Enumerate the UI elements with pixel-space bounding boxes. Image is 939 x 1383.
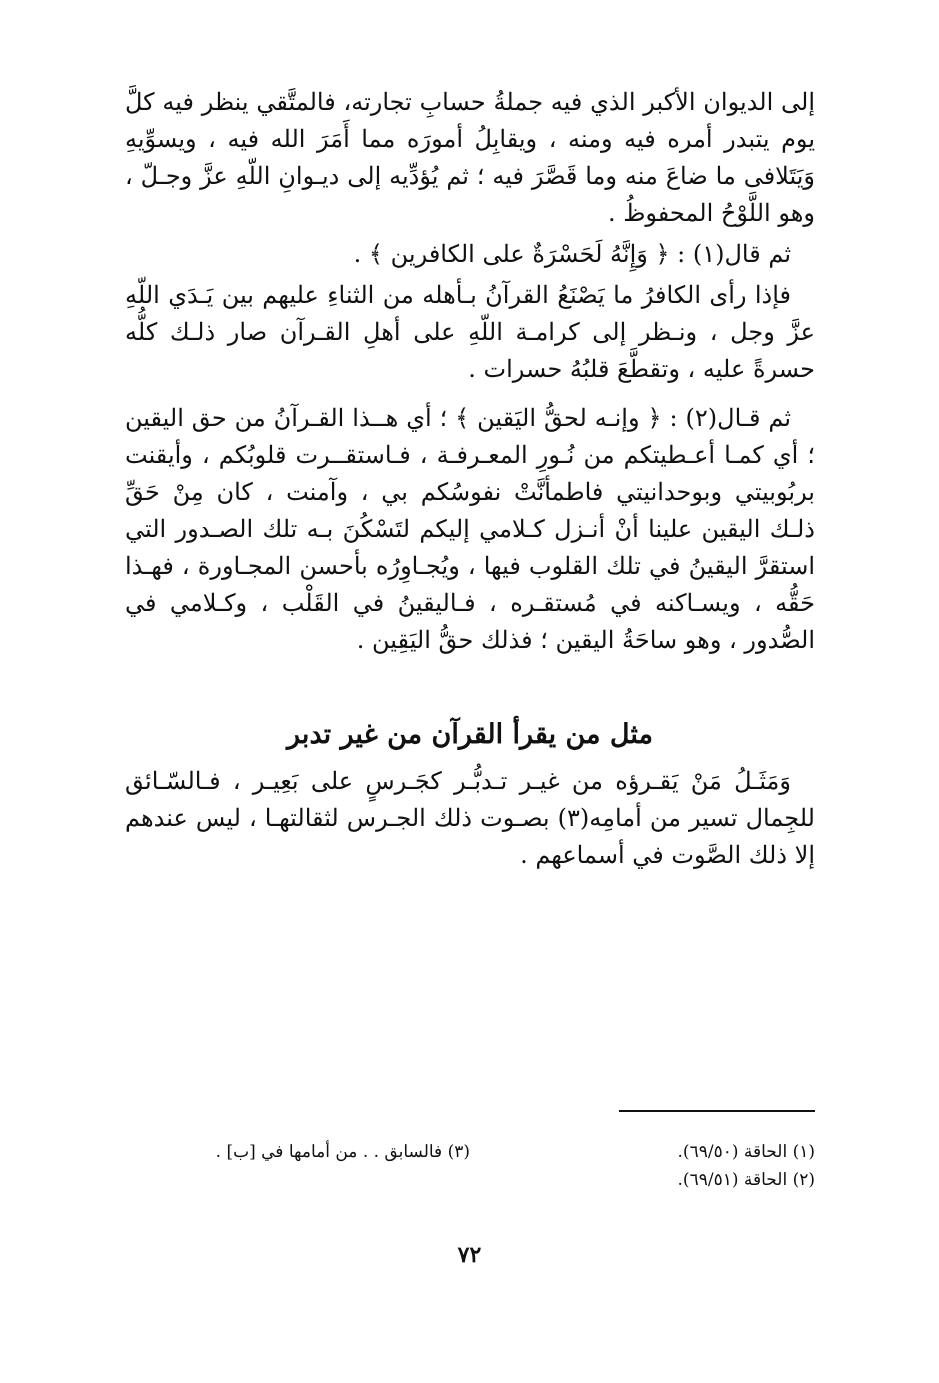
page-body [125, 84, 815, 874]
paragraph-2-verse: ثم قال(١) : ﴿ وَإِنَّهُ لَحَسْرَةٌ على الكافرين ﴾ . [353, 240, 791, 268]
page-number: ٧٢ [457, 1242, 482, 1268]
section-heading: مثل من يقرأ القرآن من غير تدبر [287, 719, 653, 750]
footnote-divider [619, 1110, 815, 1112]
paragraph-5: وَمَثَـلُ مَنْ يَقـرؤه من غيـر تـدبُّـر كجَـرسٍ على بَعِيـر ، فـالسّـائق للجِمال تسير من أمامِه(٣) بصـوت ذلك الجـرس لثقالتهـا ، ليس عندهم إلا ذلك الصَّوت في أسماعهم . [125, 767, 815, 869]
footnote-row-1 [125, 1138, 815, 1166]
paragraph-3: فإذا رأى الكافرُ ما يَصْنَعُ القرآنُ بـأهله من الثناءِ عليهم بين يَـدَي اللّهِ عزَّ وجل ، ونـظر إلى كرامـة اللّهِ على أهلِ القـرآن صار ذلـك كلُّه حسرةً عليه ، وتقطَّعَ قلبُهُ حسرات . [125, 281, 815, 383]
footnote-2: (٢) الحاقة (٦٩/٥١). [677, 1170, 815, 1190]
paragraph-4: ثم قـال(٢) : ﴿ وإنـه لحقُّ اليَقين ﴾ ؛ أي هــذا القـرآنُ من حق اليقين ؛ أي كمـا أعـطيتكم من نُـورِ المعـرفـة ، فـاستقــرت قلوبُكم ، وأيقنت بربُوبيتي وبوحدانيتي فاطمأنَّتْ نفوسُكم بي ، وآمنت ، كان مِنْ حَقِّ ذلـك اليقين علينا أنْ أنـزل كـلامي إليكم لتَسْكُنَ بـه تلك الصـدور التي استقرَّ اليقينُ في تلك القلوب فيها ، ويُجـاوِرُه بأحسن المجـاورة ، فهـذا حَقُّه ، ويسـاكنه في مُستقـره ، فـاليقينُ في القَلْب ، وكـلامي في الصُّدور ، وهو ساحَةُ اليقين ؛ فذلك حقُّ اليَقِين . [125, 404, 815, 654]
footnotes [125, 1138, 815, 1194]
paragraph-1: إلى الديوان الأكبر الذي فيه جملةُ حسابِ تجارته، فالمتَّقي ينظر فيه كلَّ يوم يتبدر أمره فيه ومنه ، ويقابِلُ أمورَه مما أَمَرَ الله فيه ، ويسوِّيهِ وَيَتَلافى ما ضاعَ منه وما قَصَّرَ فيه ؛ ثم يُؤدِّيه إلى ديـوانِ اللّهِ عزَّ وجـلّ ، وهو اللَّوْحُ المحفوظُ . [125, 88, 816, 227]
footnote-row-2 [125, 1166, 815, 1194]
footnote-3: (٣) فالسابق . . من أمامها في [ب] . [215, 1142, 470, 1162]
footnote-1: (١) الحاقة (٦٩/٥٠). [677, 1142, 815, 1162]
